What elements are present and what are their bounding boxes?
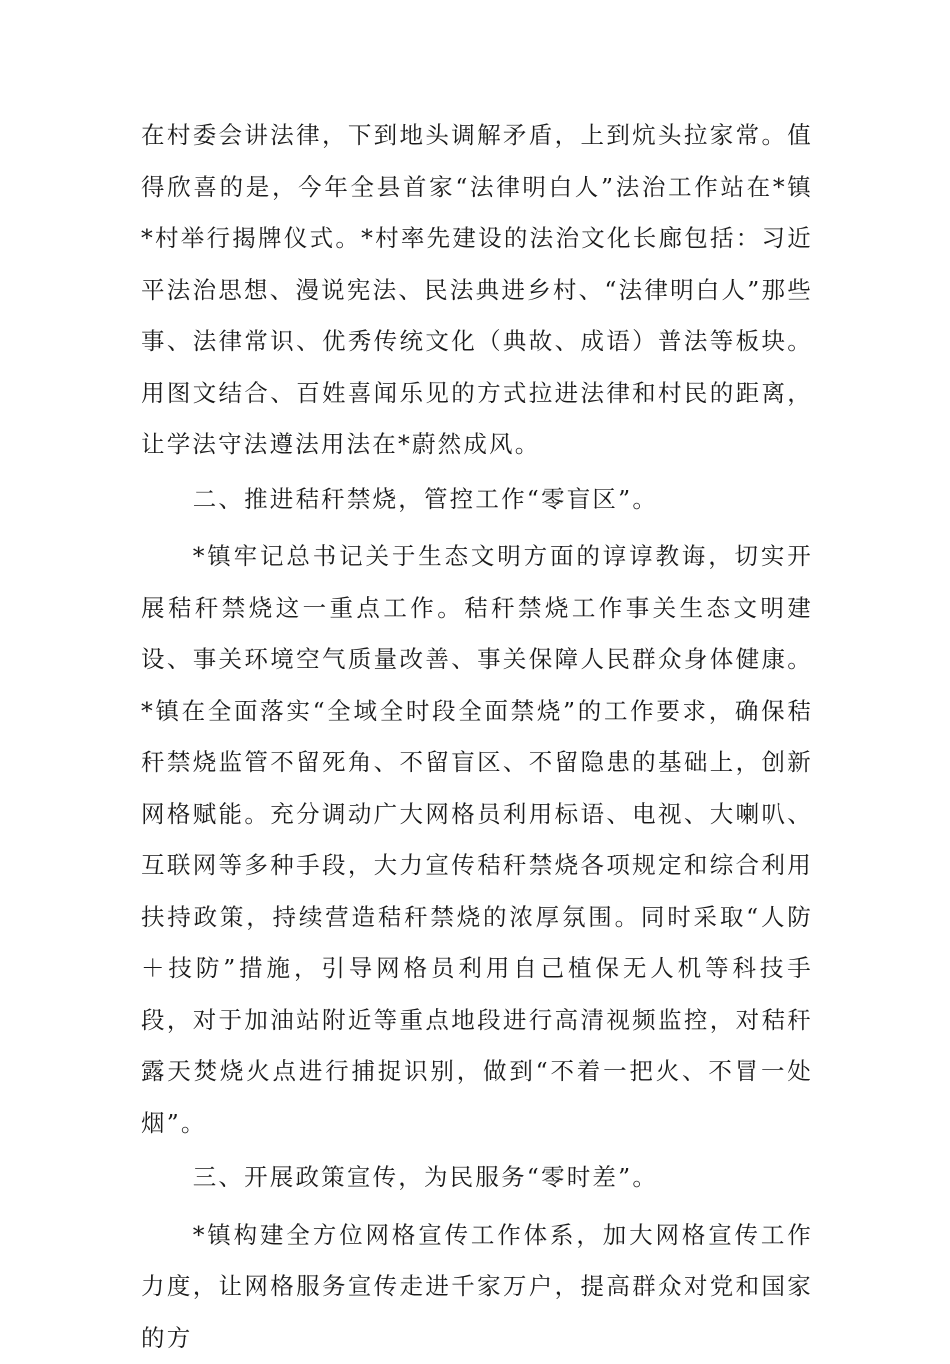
section-heading-3: 三、开展政策宣传，为民服务“零时差”。	[141, 1152, 813, 1204]
document-body	[141, 110, 813, 1364]
section-heading-2: 二、推进秸秆禁烧，管控工作“零盲区”。	[141, 474, 813, 526]
paragraph-continuation: 在村委会讲法律，下到地头调解矛盾，上到炕头拉家常。值得欣喜的是，今年全县首家“法律明白人”法治工作站在*镇*村举行揭牌仪式。*村率先建设的法治文化长廊包括：习近平法治思想、漫说宪法、民法典进乡村、“法律明白人”那些事、法律常识、优秀传统文化（典故、成语）普法等板块。用图文结合、百姓喜闻乐见的方式拉进法律和村民的距离，让学法守法遵法用法在*蔚然成风。	[141, 110, 813, 471]
paragraph-policy-publicity: *镇构建全方位网格宣传工作体系，加大网格宣传工作力度，让网格服务宣传走进千家万户，提高群众对党和国家的方	[141, 1210, 813, 1364]
paragraph-straw-burning: *镇牢记总书记关于生态文明方面的谆谆教诲，切实开展秸秆禁烧这一重点工作。秸秆禁烧工作事关生态文明建设、事关环境空气质量改善、事关保障人民群众身体健康。*镇在全面落实“全域全时段全面禁烧”的工作要求，确保秸秆禁烧监管不留死角、不留盲区、不留隐患的基础上，创新网格赋能。充分调动广大网格员利用标语、电视、大喇叭、互联网等多种手段，大力宣传秸秆禁烧各项规定和综合利用扶持政策，持续营造秸秆禁烧的浓厚氛围。同时采取“人防＋技防”措施，引导网格员利用自己植保无人机等科技手段，对于加油站附近等重点地段进行高清视频监控，对秸秆露天焚烧火点进行捕捉识别，做到“不着一把火、不冒一处烟”。	[141, 531, 813, 1149]
